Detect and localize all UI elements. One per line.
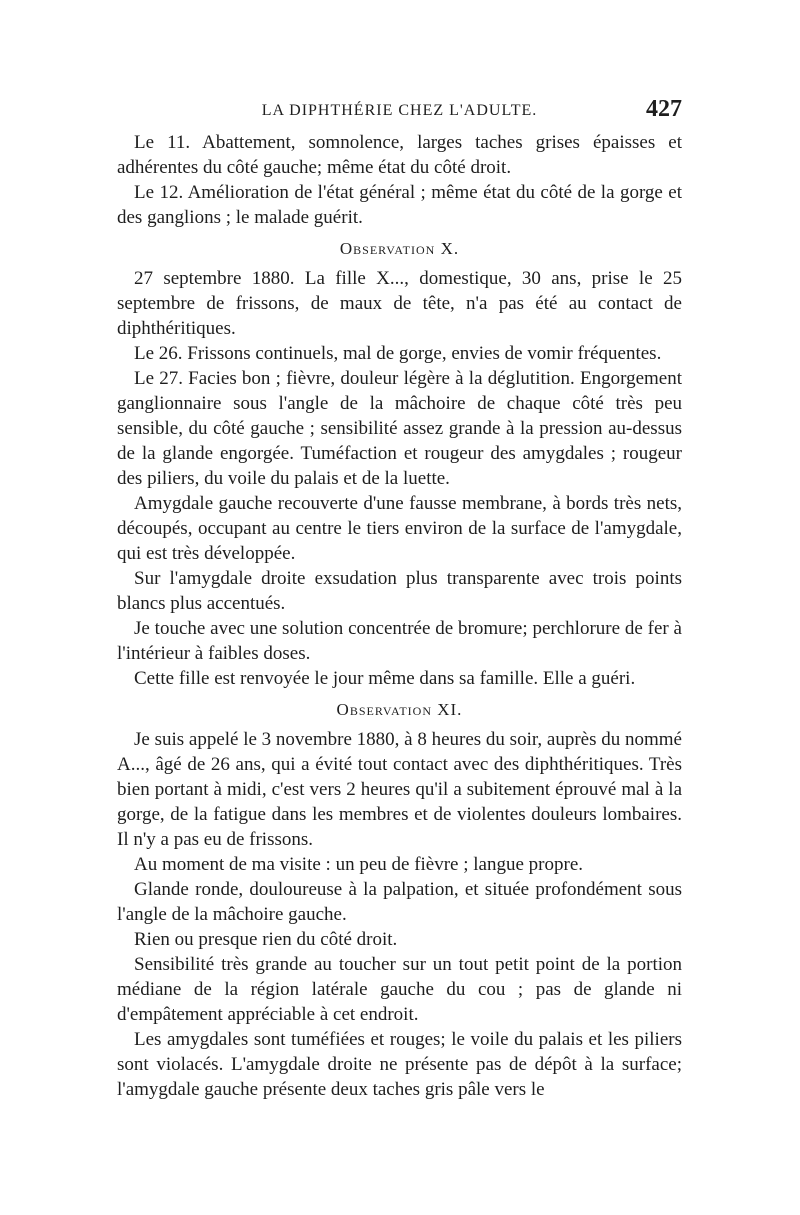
page-header [117, 96, 682, 130]
paragraph: Cette fille est renvoyée le jour même dans sa famille. Elle a guéri. [134, 668, 636, 689]
paragraph: Le 27. Facies bon ; fièvre, douleur légère à la déglutition. Engorgement ganglionnaire sous l'angle de la mâchoire de chaque côté très peu sensible, du côté gauche ; sensibilité assez grande à la pression au-dessus de la glande engorgée. Tuméfaction et rougeur des amygdales ; rougeur des piliers, du voile du palais et de la luette. [117, 368, 682, 489]
paragraph: Le 26. Frissons continuels, mal de gorge, envies de vomir fréquentes. [134, 343, 662, 364]
paragraph: Rien ou presque rien du côté droit. [134, 929, 398, 950]
running-title: LA DIPHTHÉRIE CHEZ L'ADULTE. [261, 102, 538, 119]
page-body [117, 130, 682, 1102]
paragraph: Amygdale gauche recouverte d'une fausse membrane, à bords très nets, découpés, occupant au centre le tiers environ de la surface de l'amygdale, qui est très développée. [117, 493, 682, 564]
paragraph: Le 11. Abattement, somnolence, larges taches grises épaisses et adhérentes du côté gauche; même état du côté droit. [117, 132, 682, 178]
page-number: 427 [646, 96, 682, 122]
observation-heading: Observation X. [339, 239, 460, 258]
paragraph: Glande ronde, douloureuse à la palpation, et située profondément sous l'angle de la mâchoire gauche. [117, 879, 682, 925]
paragraph: Je touche avec une solution concentrée de bromure; perchlorure de fer à l'intérieur à faibles doses. [117, 618, 682, 664]
paragraph: 27 septembre 1880. La fille X..., domestique, 30 ans, prise le 25 septembre de frissons, de maux de tête, n'a pas été au contact de diphthéritiques. [117, 268, 682, 339]
paragraph: Le 12. Amélioration de l'état général ; même état du côté de la gorge et des ganglions ; le malade guérit. [117, 182, 682, 228]
observation-heading: Observation XI. [336, 700, 463, 719]
paragraph: Les amygdales sont tuméfiées et rouges; le voile du palais et les piliers sont violacés. L'amygdale droite ne présente pas de dépôt à la surface; l'amygdale gauche présente deux taches gris pâle vers le [117, 1029, 682, 1100]
paragraph: Je suis appelé le 3 novembre 1880, à 8 heures du soir, auprès du nommé A..., âgé de 26 ans, qui a évité tout contact avec des diphthéritiques. Très bien portant à midi, c'est vers 2 heures qu'il a subitement éprouvé mal à la gorge, de la fatigue dans les membres et de violentes douleurs lombaires. Il n'y a pas eu de frissons. [117, 729, 682, 850]
paragraph: Au moment de ma visite : un peu de fièvre ; langue propre. [134, 854, 584, 875]
paragraph: Sensibilité très grande au toucher sur un tout petit point de la portion médiane de la région latérale gauche du cou ; pas de glande ni d'empâtement appréciable à cet endroit. [117, 954, 682, 1025]
paragraph: Sur l'amygdale droite exsudation plus transparente avec trois points blancs plus accentués. [117, 568, 682, 614]
